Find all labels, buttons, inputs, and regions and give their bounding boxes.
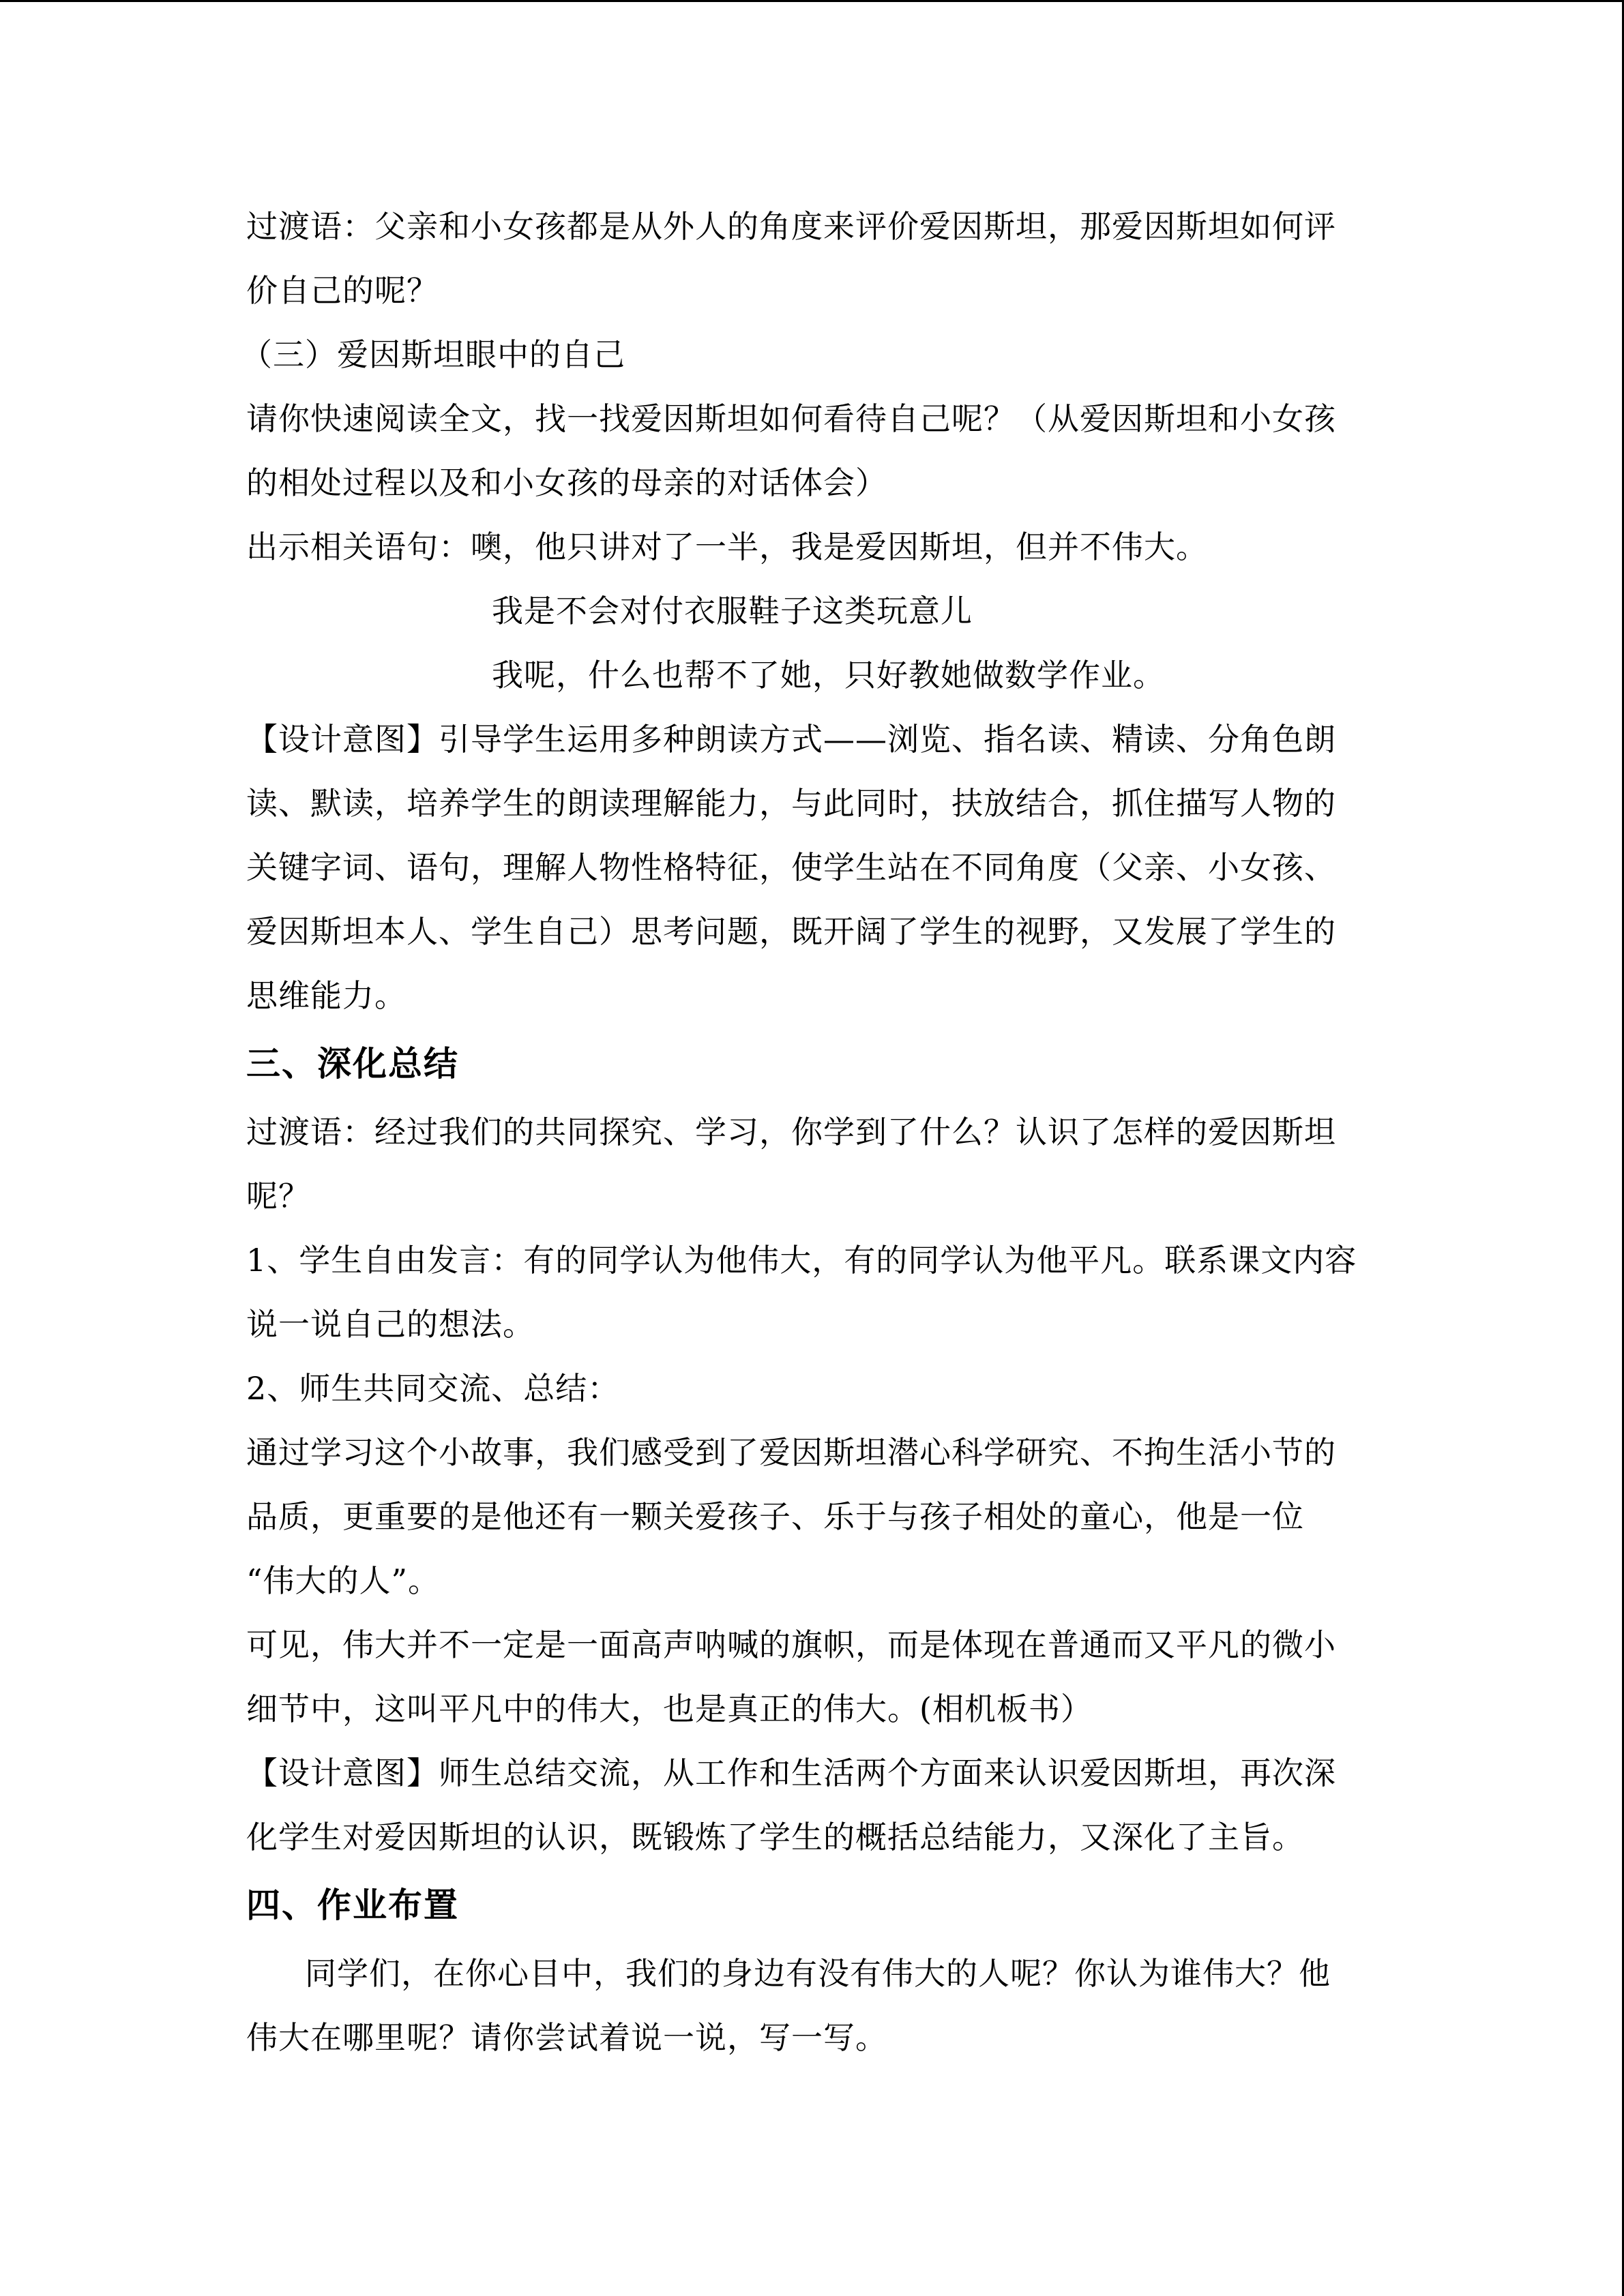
paragraph-line: 同学们，在你心目中，我们的身边有没有伟大的人呢？你认为谁伟大？他 (305, 1955, 1331, 1992)
design-intent-line: 化学生对爱因斯坦的认识，既锻炼了学生的概括总结能力，又深化了主旨。 (246, 1819, 1304, 1855)
paragraph-line: 说一说自己的想法。 (246, 1306, 535, 1343)
paragraph-line: 通过学习这个小故事，我们感受到了爱因斯坦潜心科学研究、不拘生活小节的 (246, 1434, 1336, 1471)
subsection-title: （三）爱因斯坦眼中的自己 (241, 336, 625, 373)
paragraph-line: 伟大在哪里呢？请你尝试着说一说，写一写。 (246, 2019, 887, 2056)
quote-line: 我是不会对付衣服鞋子这类玩意儿 (492, 593, 973, 629)
transition-line: 价自己的呢？ (246, 272, 439, 309)
design-intent-line: 思维能力。 (246, 977, 407, 1014)
design-intent-line: 爱因斯坦本人、学生自己）思考问题，既开阔了学生的视野，又发展了学生的 (246, 913, 1336, 950)
transition-line: 过渡语：父亲和小女孩都是从外人的角度来评价爱因斯坦，那爱因斯坦如何评 (246, 208, 1336, 245)
paragraph-line: 细节中，这叫平凡中的伟大，也是真正的伟大。(相机板书） (246, 1690, 1093, 1727)
document-body (241, 194, 1378, 2070)
page-border-top (0, 0, 1624, 2)
design-intent-line: 读、默读，培养学生的朗读理解能力，与此同时，扶放结合，抓住描写人物的 (246, 785, 1336, 822)
section-heading-deepen-summary: 三、深化总结 (246, 1044, 459, 1084)
paragraph-line: 的相处过程以及和小女孩的母亲的对话体会） (246, 464, 887, 501)
paragraph-line: 过渡语：经过我们的共同探究、学习，你学到了什么？认识了怎样的爱因斯坦 (246, 1114, 1336, 1150)
quote-line: 出示相关语句：噢，他只讲对了一半，我是爱因斯坦，但并不伟大。 (246, 528, 1208, 565)
design-intent-line: 关键字词、语句，理解人物性格特征，使学生站在不同角度（父亲、小女孩、 (246, 849, 1336, 886)
section-heading-homework: 四、作业布置 (246, 1885, 459, 1925)
paragraph-line: 品质，更重要的是他还有一颗关爱孩子、乐于与孩子相处的童心，他是一位 (246, 1498, 1304, 1535)
paragraph-line: 1、学生自由发言：有的同学认为他伟大，有的同学认为他平凡。联系课文内容 (246, 1242, 1357, 1279)
paragraph-line: 请你快速阅读全文，找一找爱因斯坦如何看待自己呢？（从爱因斯坦和小女孩 (246, 400, 1336, 437)
design-intent-line: 【设计意图】师生总结交流，从工作和生活两个方面来认识爱因斯坦，再次深 (246, 1755, 1336, 1791)
paragraph-line: 呢？ (246, 1178, 310, 1214)
quote-line: 我呢，什么也帮不了她，只好教她做数学作业。 (492, 657, 1165, 694)
paragraph-line: 可见，伟大并不一定是一面高声呐喊的旗帜，而是体现在普通而又平凡的微小 (246, 1626, 1336, 1663)
paragraph-line: 2、师生共同交流、总结： (246, 1370, 620, 1407)
paragraph-line: “伟大的人”。 (246, 1562, 441, 1599)
design-intent-line: 【设计意图】引导学生运用多种朗读方式——浏览、指名读、精读、分角色朗 (246, 721, 1336, 758)
